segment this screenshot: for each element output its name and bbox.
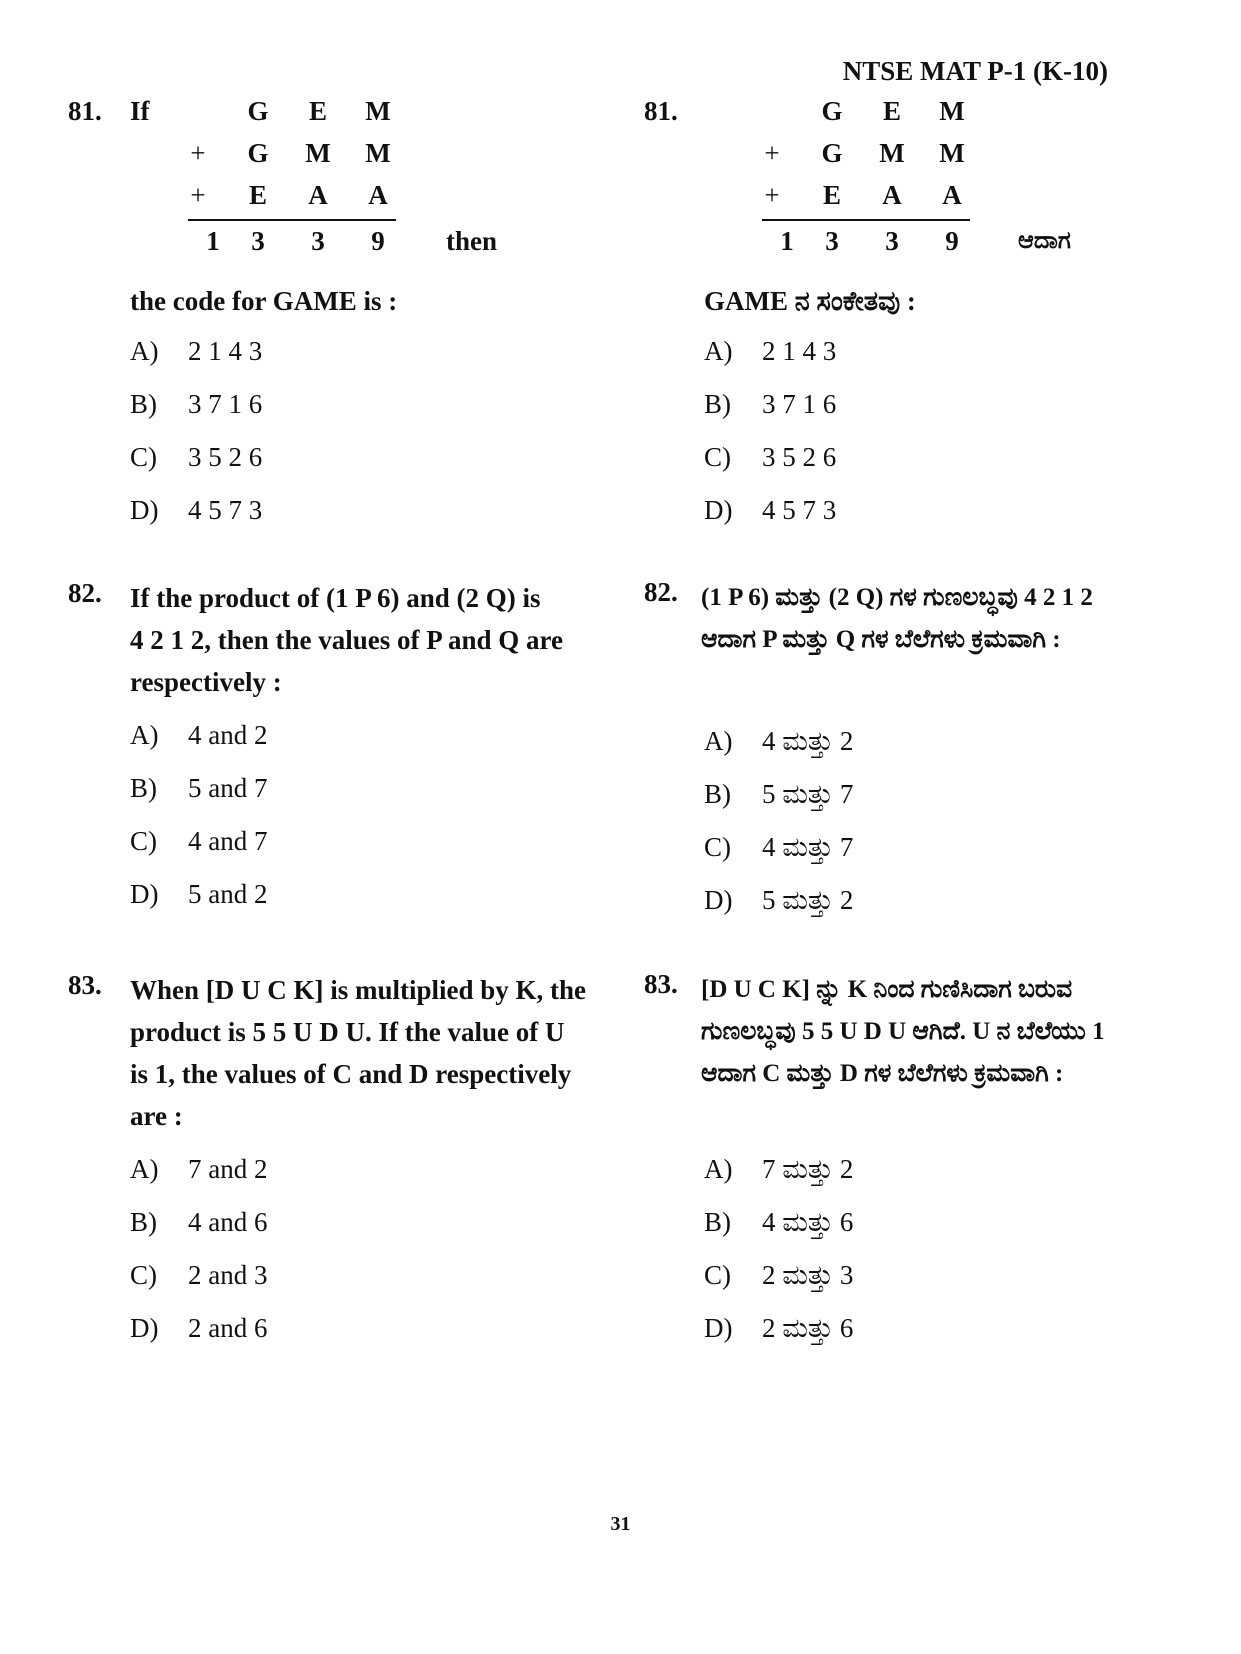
option-d: D) 5 and 2 (130, 879, 268, 909)
option-a: A) 4 ಮತ್ತು 2 (704, 726, 854, 756)
option-d: D) 2 and 6 (130, 1313, 268, 1343)
q83-en-options (130, 1154, 267, 1366)
q83-kn-options (704, 1154, 853, 1366)
q82-kn-line-1: (1 P 6) ಮತ್ತು (2 Q) ಗಳ ಗುಣಲಬ್ಧವು 4 2 1 2 (701, 584, 1093, 611)
q81-kn-stem: GAME ನ ಸಂಕೇತವು : (704, 286, 916, 316)
q81-kn-then: ಆದಾಗ (1018, 228, 1071, 254)
q81-en-r2c1: A (308, 180, 328, 210)
q81-kn-r2c0: E (822, 180, 841, 210)
option-c: C) 4 ಮತ್ತು 7 (704, 832, 854, 862)
page-number: 31 (610, 1513, 631, 1535)
option-a: A) 7 and 2 (130, 1154, 268, 1184)
q81-kn-r1c0: G (821, 138, 843, 168)
q81-kn-r2c2: A (942, 180, 962, 210)
option-a: A) 7 ಮತ್ತು 2 (704, 1154, 854, 1184)
q81-en-options (130, 336, 262, 548)
q81-en-sum-d0: 1 (206, 226, 220, 256)
q83-kn-stem (701, 969, 1181, 1095)
q82-kn-number: 82. (644, 577, 678, 607)
q81-en-r2c2: A (368, 180, 388, 210)
option-b: B) 5 and 7 (130, 773, 268, 803)
q81-kn-plus-2: + (764, 180, 780, 210)
option-b: B) 4 and 6 (130, 1207, 268, 1237)
q81-kn-r0c1: E (882, 96, 901, 126)
option-b: B) 3 7 1 6 (704, 389, 837, 419)
q81-en-r1c0: G (247, 138, 269, 168)
q81-kn-r0c0: G (821, 96, 843, 126)
q81-kn-r1c1: M (879, 138, 905, 168)
q83-en-line-2: product is 5 5 U D U. If the value of U (130, 1017, 565, 1047)
q81-kn-r0c2: M (939, 96, 965, 126)
q81-en-r0c2: M (365, 96, 391, 126)
q83-kn-line-2: ಗುಣಲಬ್ಧವು 5 5 U D U ಆಗಿದೆ. U ನ ಬೆಲೆಯು 1 (701, 1018, 1105, 1045)
q82-en-options (130, 720, 267, 932)
q81-en-r1c1: M (305, 138, 331, 168)
q83-kn-number: 83. (644, 969, 678, 999)
q82-en-line-1: If the product of (1 P 6) and (2 Q) is (130, 583, 541, 613)
option-c: C) 3 5 2 6 (130, 442, 263, 472)
option-a: A) 2 1 4 3 (130, 336, 263, 366)
q81-en-sum-line (188, 219, 396, 221)
q83-en-line-1: When [D U C K] is multiplied by K, the (130, 975, 587, 1005)
q81-kn-sum-d2: 3 (885, 226, 899, 256)
page-header: NTSE MAT P-1 (K-10) (842, 56, 1108, 86)
q82-en-number: 82. (68, 578, 102, 608)
q81-en-plus-1: + (190, 138, 206, 168)
q81-kn-sum-line (762, 219, 970, 221)
q82-kn-line-2: ಆದಾಗ P ಮತ್ತು Q ಗಳ ಬೆಲೆಗಳು ಕ್ರಮವಾಗಿ : (701, 626, 1061, 653)
q81-en-r1c2: M (365, 138, 391, 168)
q81-en-sum-d1: 3 (251, 226, 265, 256)
option-a: A) 4 and 2 (130, 720, 268, 750)
option-d: D) 5 ಮತ್ತು 2 (704, 885, 854, 915)
q81-kn-r1c2: M (939, 138, 965, 168)
q81-en-then: then (446, 226, 498, 256)
q83-en-line-3: is 1, the values of C and D respectively (130, 1059, 572, 1089)
option-d: D) 2 ಮತ್ತು 6 (704, 1313, 854, 1343)
option-d: D) 4 5 7 3 (704, 495, 837, 525)
option-b: B) 4 ಮತ್ತು 6 (704, 1207, 854, 1237)
option-c: C) 2 ಮತ್ತು 3 (704, 1260, 854, 1290)
q81-kn-sum-d1: 3 (825, 226, 839, 256)
option-d: D) 4 5 7 3 (130, 495, 263, 525)
option-b: B) 5 ಮತ್ತು 7 (704, 779, 854, 809)
q82-kn-options (704, 726, 853, 938)
q81-en-r0c0: G (247, 96, 269, 126)
option-c: C) 2 and 3 (130, 1260, 268, 1290)
q81-en-if: If (130, 96, 150, 126)
q83-en-stem (130, 969, 606, 1137)
q81-kn-options (704, 336, 836, 548)
q81-kn-number: 81. (644, 96, 678, 126)
q83-en-number: 83. (68, 970, 102, 1000)
option-c: C) 4 and 7 (130, 826, 268, 856)
q81-en-sum-d2: 3 (311, 226, 325, 256)
q81-en-sum-d3: 9 (371, 226, 385, 256)
q81-en-number: 81. (68, 96, 102, 126)
q81-kn-plus-1: + (764, 138, 780, 168)
q81-kn-sum-d3: 9 (945, 226, 959, 256)
option-a: A) 2 1 4 3 (704, 336, 837, 366)
q81-en-stem: the code for GAME is : (130, 286, 398, 316)
q83-en-line-4: are : (130, 1101, 183, 1131)
q82-en-line-2: 4 2 1 2, then the values of P and Q are (130, 625, 564, 655)
option-c: C) 3 5 2 6 (704, 442, 837, 472)
q82-kn-stem (701, 577, 1181, 661)
q81-en-plus-2: + (190, 180, 206, 210)
q81-en-r2c0: E (248, 180, 267, 210)
q82-en-line-3: respectively : (130, 667, 282, 697)
q81-kn-sum-d0: 1 (780, 226, 794, 256)
option-b: B) 3 7 1 6 (130, 389, 263, 419)
q81-en-r0c1: E (308, 96, 327, 126)
q83-kn-line-3: ಆದಾಗ C ಮತ್ತು D ಗಳ ಬೆಲೆಗಳು ಕ್ರಮವಾಗಿ : (701, 1060, 1064, 1087)
q81-kn-r2c1: A (882, 180, 902, 210)
q83-kn-line-1: [D U C K] ನ್ನು K ನಿಂದ ಗುಣಿಸಿದಾಗ ಬರುವ (701, 976, 1073, 1003)
q82-en-stem (130, 577, 606, 703)
